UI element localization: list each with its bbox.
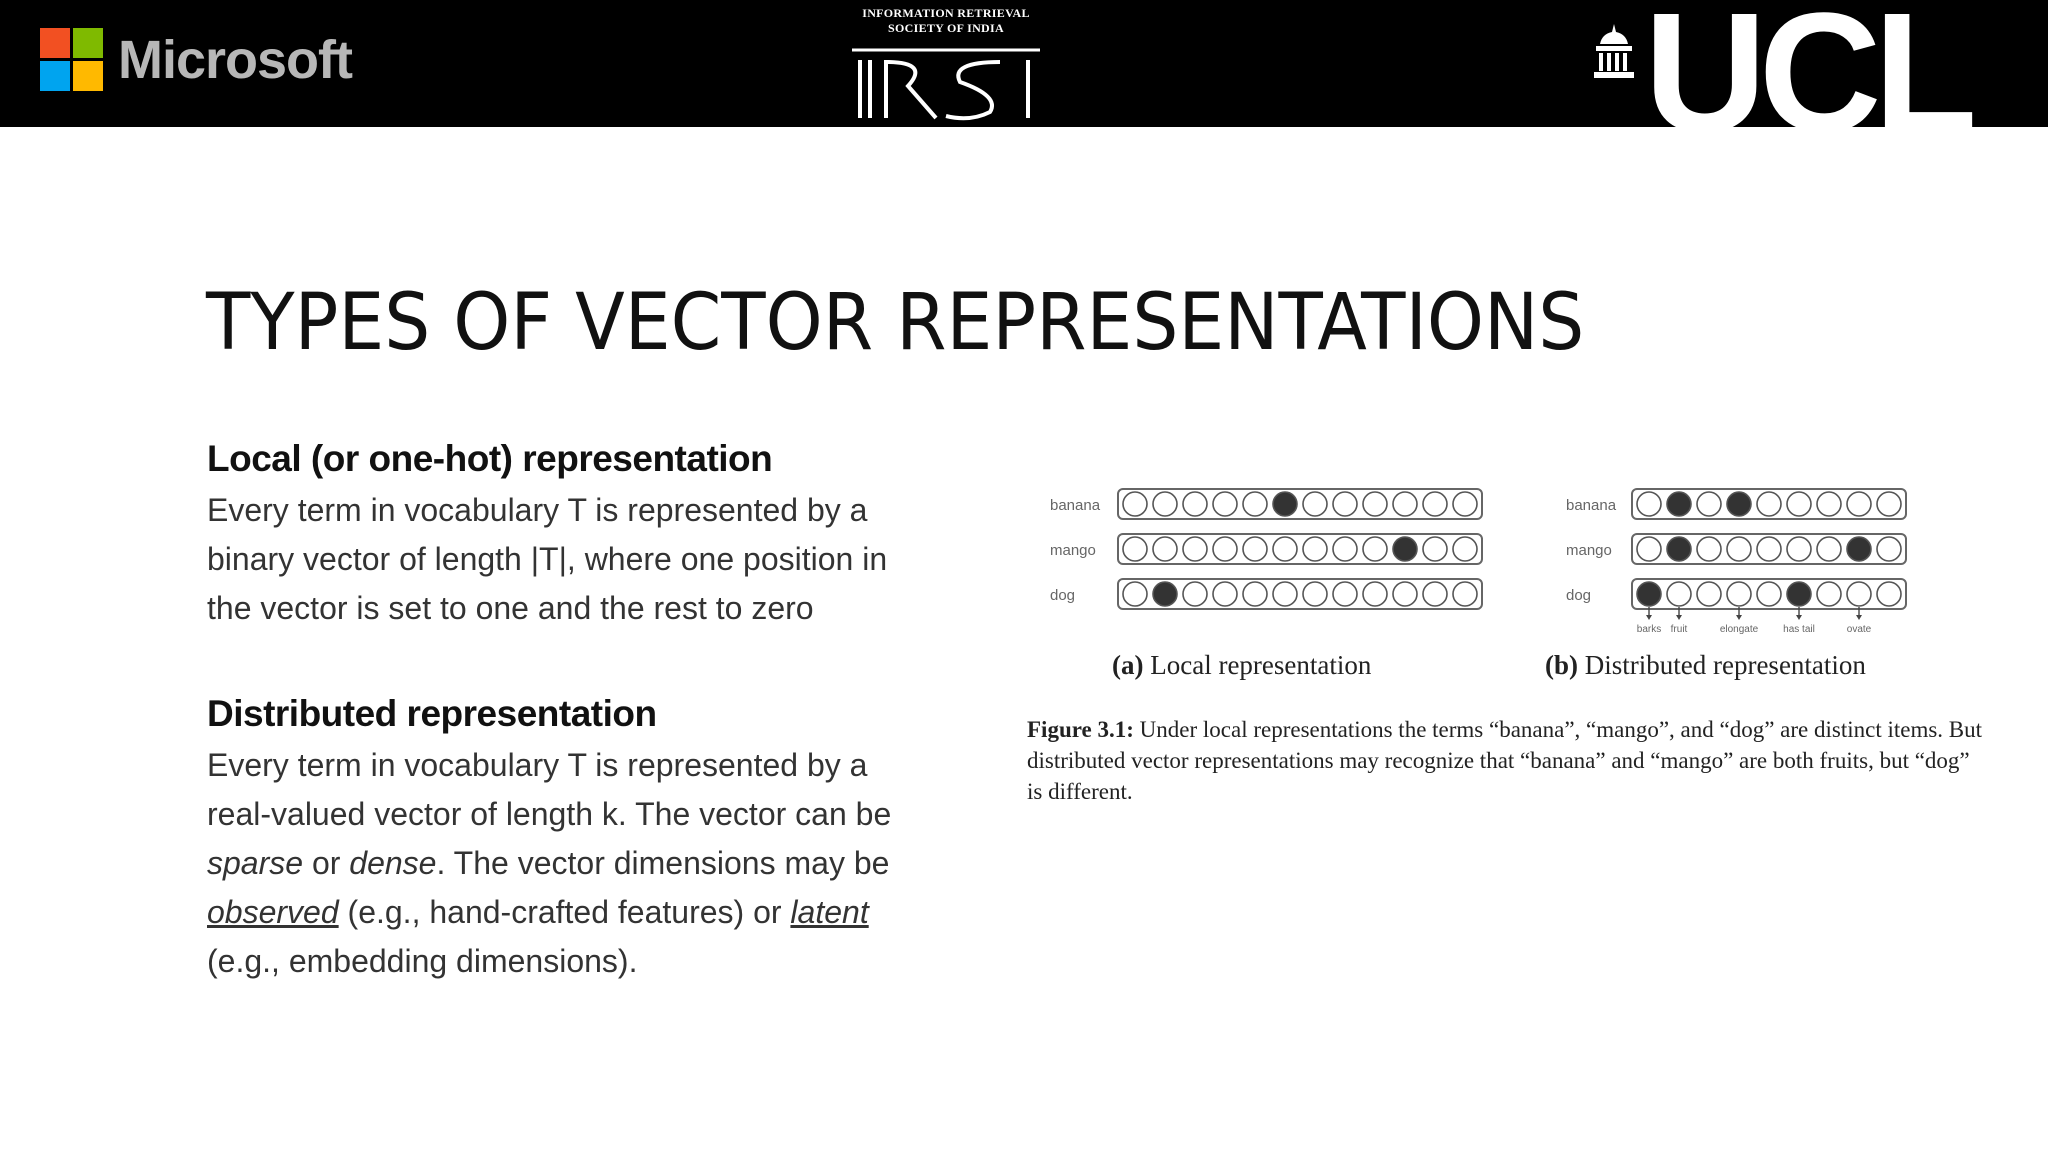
panel-b-empty-dot [1697, 582, 1721, 606]
panel-b-empty-dot [1877, 582, 1901, 606]
panel-a-empty-dot [1123, 537, 1147, 561]
panel-a-empty-dot [1303, 537, 1327, 561]
panel-b-empty-dot [1757, 582, 1781, 606]
dense-term: dense [349, 845, 437, 881]
panel-b-empty-dot [1817, 492, 1841, 516]
page-title: TYPES OF VECTOR REPRESENTATIONS [206, 278, 1585, 368]
panel-a-empty-dot [1273, 537, 1297, 561]
panel-a-empty-dot [1153, 492, 1177, 516]
panel-a-empty-dot [1123, 492, 1147, 516]
irsi-emblem-icon [850, 46, 1042, 126]
panel-b-empty-dot [1847, 582, 1871, 606]
panel-b-row-label: dog [1566, 587, 1592, 604]
panel-a-filled-dot [1393, 537, 1417, 561]
feature-label: fruit [1670, 624, 1688, 635]
panel-b-row-label: mango [1566, 542, 1612, 559]
panel-a-empty-dot [1363, 537, 1387, 561]
feature-label: has tail [1783, 624, 1815, 635]
panel-a-empty-dot [1363, 582, 1387, 606]
ucl-portico-icon [1592, 22, 1636, 82]
panel-b-empty-dot [1877, 492, 1901, 516]
panel-a-empty-dot [1243, 492, 1267, 516]
panel-a-empty-dot [1153, 537, 1177, 561]
panel-a-filled-dot [1273, 492, 1297, 516]
panel-a-empty-dot [1183, 582, 1207, 606]
panel-a-empty-dot [1303, 582, 1327, 606]
panel-b-empty-dot [1637, 537, 1661, 561]
feature-arrowhead [1796, 615, 1802, 620]
panel-b-filled-dot [1727, 492, 1751, 516]
panel-b-filled-dot [1787, 582, 1811, 606]
panel-a-empty-dot [1333, 492, 1357, 516]
observed-term: observed [207, 894, 339, 930]
feature-label: barks [1636, 624, 1662, 635]
panel-b-empty-dot [1787, 492, 1811, 516]
panel-b-empty-dot [1697, 537, 1721, 561]
latent-term: latent [790, 894, 869, 930]
distributed-representation-heading: Distributed representation [207, 693, 657, 734]
panel-b-empty-dot [1727, 582, 1751, 606]
panel-b-filled-dot [1637, 582, 1661, 606]
microsoft-logo-icon [40, 28, 103, 91]
feature-label: elongate [1719, 624, 1759, 635]
panel-a-empty-dot [1333, 537, 1357, 561]
figure-vector-representations [1020, 470, 1983, 830]
panel-a-empty-dot [1183, 537, 1207, 561]
panel-b-filled-dot [1667, 537, 1691, 561]
panel-a-empty-dot [1453, 582, 1477, 606]
panel-a-empty-dot [1243, 537, 1267, 561]
panel-a-empty-dot [1183, 492, 1207, 516]
panel-a-filled-dot [1153, 582, 1177, 606]
distributed-representation-body: Every term in vocabulary T is represented by a real-valued vector of length k. The vector can be sparse or dense. The vector dimensions may be observed (e.g., hand-crafted features) or latent (e.g., embedding dimensions). [207, 747, 892, 979]
panel-b-caption: (b) Distributed representation [1545, 650, 1866, 680]
figure-caption: Figure 3.1: Under local representations the terms “banana”, “mango”, and “dog” are distinct items. But distributed vector representations may recognize that “banana” and “mango” are both fruits, but “dog” is different. [1027, 717, 1983, 804]
feature-arrowhead [1646, 615, 1652, 620]
panel-a-empty-dot [1423, 582, 1447, 606]
irsi-logo-caption: INFORMATION RETRIEVAL SOCIETY OF INDIA [862, 6, 1030, 35]
irsi-logo [850, 6, 1042, 122]
panel-b-empty-dot [1877, 537, 1901, 561]
sparse-term: sparse [207, 845, 304, 881]
text-column [207, 436, 927, 986]
ucl-logo [1592, 0, 1972, 168]
panel-b-empty-dot [1637, 492, 1661, 516]
panel-a-empty-dot [1453, 537, 1477, 561]
panel-a-empty-dot [1303, 492, 1327, 516]
panel-a-empty-dot [1333, 582, 1357, 606]
panel-a-empty-dot [1213, 537, 1237, 561]
panel-b-empty-dot [1787, 537, 1811, 561]
panel-b-filled-dot [1667, 492, 1691, 516]
panel-b-empty-dot [1727, 537, 1751, 561]
panel-a-empty-dot [1273, 582, 1297, 606]
panel-a-row-label: banana [1050, 497, 1101, 514]
panel-a-caption: (a) Local representation [1112, 650, 1372, 680]
panel-b-empty-dot [1697, 492, 1721, 516]
panel-a-row-label: dog [1050, 587, 1076, 604]
panel-b-empty-dot [1847, 492, 1871, 516]
feature-label: ovate [1846, 624, 1872, 635]
header-bar [0, 0, 2048, 168]
panel-b-empty-dot [1817, 582, 1841, 606]
panel-b-empty-dot [1757, 492, 1781, 516]
panel-a-empty-dot [1243, 582, 1267, 606]
panel-a-empty-dot [1393, 492, 1417, 516]
panel-b-empty-dot [1817, 537, 1841, 561]
panel-a-empty-dot [1213, 492, 1237, 516]
panel-a-empty-dot [1423, 492, 1447, 516]
local-representation-body: Every term in vocabulary T is represented by a binary vector of length |T|, where one position in the vector is set to one and the rest to zero [207, 492, 888, 626]
feature-arrowhead [1736, 615, 1742, 620]
feature-arrowhead [1676, 615, 1682, 620]
panel-a-empty-dot [1213, 582, 1237, 606]
panel-b-row-label: banana [1566, 497, 1617, 514]
panel-b-filled-dot [1847, 537, 1871, 561]
feature-arrowhead [1856, 615, 1862, 620]
local-representation-heading: Local (or one-hot) representation [207, 438, 773, 479]
microsoft-logo-text: Microsoft [118, 30, 352, 90]
panel-a-empty-dot [1453, 492, 1477, 516]
ucl-logo-text: UCL [1644, 0, 1970, 168]
panel-a-empty-dot [1423, 537, 1447, 561]
panel-a-empty-dot [1363, 492, 1387, 516]
panel-b-empty-dot [1667, 582, 1691, 606]
panel-b-empty-dot [1757, 537, 1781, 561]
panel-a-row-label: mango [1050, 542, 1096, 559]
panel-a-empty-dot [1393, 582, 1417, 606]
panel-a-empty-dot [1123, 582, 1147, 606]
